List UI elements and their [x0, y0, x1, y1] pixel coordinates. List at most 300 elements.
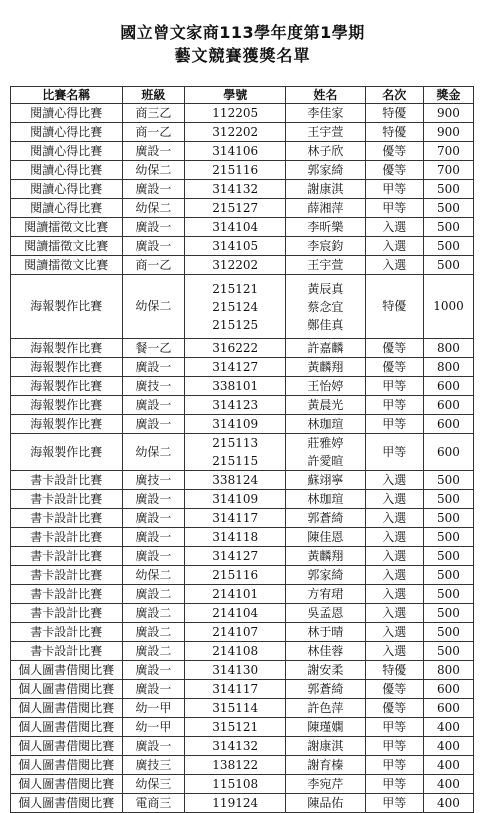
cell-student-id — [185, 604, 286, 623]
cell-class: 廣設一 — [122, 737, 185, 756]
cell-student-id-line: 312202 — [212, 125, 259, 139]
cell-name-line: 陳品佑 — [307, 796, 344, 810]
table-row — [11, 123, 474, 142]
table-row — [11, 737, 474, 756]
cell-class: 幼保二 — [122, 434, 185, 471]
table-row — [11, 794, 474, 813]
cell-name — [286, 680, 365, 699]
cell-class: 電商三 — [122, 794, 185, 813]
cell-name — [286, 237, 365, 256]
cell-prize: 500 — [423, 490, 473, 509]
cell-contest: 海報製作比賽 — [11, 339, 123, 358]
cell-contest: 個人圖書借閱比賽 — [11, 775, 123, 794]
cell-class: 幼保二 — [122, 199, 185, 218]
cell-rank: 甲等 — [365, 377, 423, 396]
header-class: 班級 — [122, 87, 185, 104]
cell-student-id — [185, 680, 286, 699]
cell-name — [286, 528, 365, 547]
cell-name — [286, 794, 365, 813]
cell-rank: 甲等 — [365, 415, 423, 434]
cell-rank: 甲等 — [365, 180, 423, 199]
cell-class: 廣設一 — [122, 237, 185, 256]
cell-class: 幼保三 — [122, 775, 185, 794]
document-subtitle: 藝文競賽獲獎名單 — [174, 46, 311, 65]
cell-contest: 個人圖書借閱比賽 — [11, 718, 123, 737]
cell-contest: 海報製作比賽 — [11, 377, 123, 396]
cell-student-id — [185, 718, 286, 737]
cell-prize: 500 — [423, 471, 473, 490]
cell-contest: 個人圖書借閱比賽 — [11, 661, 123, 680]
cell-rank: 優等 — [365, 699, 423, 718]
cell-name-line: 謝安柔 — [307, 663, 344, 677]
cell-name — [286, 161, 365, 180]
cell-name-line: 王宇萱 — [307, 258, 344, 272]
table-row — [11, 104, 474, 123]
cell-student-id — [185, 775, 286, 794]
cell-class: 廣設二 — [122, 585, 185, 604]
cell-student-id-line: 214101 — [212, 587, 259, 601]
cell-name-line: 王宇萱 — [307, 125, 344, 139]
cell-prize: 400 — [423, 794, 473, 813]
cell-name-line: 許嘉麟 — [307, 341, 344, 355]
cell-contest: 閱讀心得比賽 — [11, 104, 123, 123]
cell-name — [286, 509, 365, 528]
cell-name-line: 許愛暄 — [307, 454, 344, 468]
cell-contest: 個人圖書借閱比賽 — [11, 737, 123, 756]
cell-contest: 個人圖書借閱比賽 — [11, 756, 123, 775]
cell-rank: 入選 — [365, 566, 423, 585]
cell-prize: 600 — [423, 434, 473, 471]
cell-name — [286, 104, 365, 123]
cell-student-id-line: 338101 — [212, 379, 259, 393]
cell-prize: 500 — [423, 566, 473, 585]
cell-name-line: 黃麟翔 — [307, 549, 344, 563]
cell-class: 商三乙 — [122, 104, 185, 123]
cell-student-id-line: 214108 — [212, 644, 259, 658]
cell-student-id-line: 314106 — [212, 144, 259, 158]
cell-class: 商一乙 — [122, 123, 185, 142]
cell-name-line: 黃辰真 — [307, 281, 344, 296]
cell-name — [286, 377, 365, 396]
cell-name-line: 郭蒼綺 — [307, 682, 344, 696]
cell-student-id — [185, 528, 286, 547]
cell-class: 廣設一 — [122, 680, 185, 699]
cell-name-line: 陳佳恩 — [307, 530, 344, 544]
cell-name-line: 李昕樂 — [307, 220, 344, 234]
cell-student-id — [185, 339, 286, 358]
cell-student-id — [185, 547, 286, 566]
cell-rank: 特優 — [365, 661, 423, 680]
cell-class: 幼一甲 — [122, 699, 185, 718]
cell-rank: 入選 — [365, 471, 423, 490]
cell-student-id-line: 315114 — [212, 701, 259, 715]
table-header-row — [11, 87, 474, 104]
table-row — [11, 339, 474, 358]
cell-student-id-line: 215127 — [212, 201, 259, 215]
cell-rank: 優等 — [365, 358, 423, 377]
cell-prize: 400 — [423, 718, 473, 737]
cell-name-line: 林珈瑄 — [307, 417, 344, 431]
cell-class: 廣設二 — [122, 604, 185, 623]
table-row — [11, 415, 474, 434]
table-row — [11, 218, 474, 237]
cell-name — [286, 566, 365, 585]
cell-student-id — [185, 490, 286, 509]
table-body — [11, 104, 474, 813]
cell-name — [286, 471, 365, 490]
cell-student-id — [185, 566, 286, 585]
cell-student-id — [185, 756, 286, 775]
cell-student-id — [185, 415, 286, 434]
cell-student-id-line: 314118 — [212, 530, 259, 544]
cell-rank: 甲等 — [365, 794, 423, 813]
cell-contest: 書卡設計比賽 — [11, 490, 123, 509]
cell-prize: 500 — [423, 547, 473, 566]
cell-student-id — [185, 642, 286, 661]
cell-student-id-line: 314117 — [212, 511, 259, 525]
cell-name-line: 陳瑾嫻 — [307, 720, 344, 734]
cell-name-line: 李宛芹 — [307, 777, 344, 791]
table-row — [11, 396, 474, 415]
cell-contest: 個人圖書借閱比賽 — [11, 680, 123, 699]
cell-name-line: 薛湘萍 — [307, 201, 344, 215]
cell-student-id — [185, 180, 286, 199]
cell-student-id-line: 215124 — [212, 299, 259, 314]
cell-contest: 海報製作比賽 — [11, 275, 123, 339]
cell-class: 廣設一 — [122, 528, 185, 547]
cell-student-id — [185, 471, 286, 490]
cell-prize: 1000 — [423, 275, 473, 339]
cell-student-id-line: 315121 — [212, 720, 259, 734]
cell-name — [286, 756, 365, 775]
cell-student-id-line: 215116 — [212, 163, 259, 177]
cell-name — [286, 339, 365, 358]
cell-rank: 甲等 — [365, 775, 423, 794]
cell-class: 廣技一 — [122, 471, 185, 490]
cell-name — [286, 623, 365, 642]
cell-class: 餐一乙 — [122, 339, 185, 358]
cell-name-line: 郭蒼綺 — [307, 511, 344, 525]
cell-name-line: 林子欣 — [307, 144, 344, 158]
cell-contest: 書卡設計比賽 — [11, 604, 123, 623]
cell-contest: 海報製作比賽 — [11, 415, 123, 434]
header-name: 姓名 — [286, 87, 365, 104]
cell-student-id-line: 314105 — [212, 239, 259, 253]
cell-name-line: 黃麟翔 — [307, 360, 344, 374]
cell-rank: 入選 — [365, 218, 423, 237]
table-row — [11, 161, 474, 180]
cell-rank: 入選 — [365, 528, 423, 547]
table-row — [11, 680, 474, 699]
cell-class: 廣設一 — [122, 661, 185, 680]
cell-name-line: 林佳蓉 — [307, 644, 344, 658]
table-row — [11, 528, 474, 547]
cell-rank: 特優 — [365, 123, 423, 142]
table-row — [11, 566, 474, 585]
cell-name — [286, 775, 365, 794]
cell-prize: 500 — [423, 237, 473, 256]
cell-rank: 入選 — [365, 604, 423, 623]
cell-student-id-line: 138122 — [212, 758, 259, 772]
cell-class: 廣設二 — [122, 642, 185, 661]
cell-name-line: 謝育榛 — [307, 758, 344, 772]
table-row — [11, 377, 474, 396]
cell-student-id-line: 314109 — [212, 417, 259, 431]
cell-student-id-line: 215121 — [212, 281, 259, 296]
cell-rank: 入選 — [365, 585, 423, 604]
cell-student-id-line: 214104 — [212, 606, 259, 620]
cell-prize: 900 — [423, 123, 473, 142]
cell-contest: 書卡設計比賽 — [11, 528, 123, 547]
cell-name — [286, 415, 365, 434]
cell-prize: 700 — [423, 161, 473, 180]
table-row — [11, 358, 474, 377]
cell-contest: 書卡設計比賽 — [11, 566, 123, 585]
cell-student-id — [185, 434, 286, 471]
cell-rank: 入選 — [365, 256, 423, 275]
cell-student-id-line: 314130 — [212, 663, 259, 677]
cell-class: 廣設二 — [122, 623, 185, 642]
table-row — [11, 699, 474, 718]
cell-prize: 500 — [423, 528, 473, 547]
cell-contest: 個人圖書借閱比賽 — [11, 794, 123, 813]
cell-name-line: 方宥珺 — [307, 587, 344, 601]
cell-student-id-line: 314104 — [212, 220, 259, 234]
cell-class: 廣設一 — [122, 547, 185, 566]
cell-name — [286, 396, 365, 415]
cell-rank: 入選 — [365, 509, 423, 528]
cell-student-id-line: 215116 — [212, 568, 259, 582]
cell-prize: 600 — [423, 377, 473, 396]
cell-name — [286, 180, 365, 199]
cell-prize: 500 — [423, 604, 473, 623]
cell-student-id-line: 314127 — [212, 549, 259, 563]
cell-name-line: 許色萍 — [307, 701, 344, 715]
cell-class: 幼保二 — [122, 161, 185, 180]
header-contest: 比賽名稱 — [11, 87, 123, 104]
cell-student-id-line: 115108 — [212, 777, 259, 791]
cell-class: 廣設一 — [122, 180, 185, 199]
cell-student-id — [185, 794, 286, 813]
cell-name-line: 謝康淇 — [307, 739, 344, 753]
cell-name — [286, 275, 365, 339]
cell-name-line: 郭家綺 — [307, 568, 344, 582]
cell-student-id — [185, 123, 286, 142]
cell-student-id — [185, 585, 286, 604]
cell-rank: 入選 — [365, 547, 423, 566]
cell-name-line: 王怡婷 — [307, 379, 344, 393]
cell-name-line: 李佳家 — [307, 106, 344, 120]
table-row — [11, 585, 474, 604]
table-row — [11, 237, 474, 256]
cell-student-id-line: 338124 — [212, 473, 259, 487]
cell-name — [286, 142, 365, 161]
document-title: 國立曾文家商113學年度第1學期 — [120, 23, 365, 42]
table-row — [11, 434, 474, 471]
cell-prize: 400 — [423, 756, 473, 775]
cell-class: 廣設一 — [122, 218, 185, 237]
cell-rank: 甲等 — [365, 718, 423, 737]
cell-contest: 海報製作比賽 — [11, 434, 123, 471]
cell-student-id — [185, 275, 286, 339]
cell-name — [286, 737, 365, 756]
cell-name-line: 林珈瑄 — [307, 492, 344, 506]
cell-rank: 特優 — [365, 104, 423, 123]
cell-student-id-line: 312202 — [212, 258, 259, 272]
table-row — [11, 180, 474, 199]
cell-name — [286, 218, 365, 237]
cell-contest: 書卡設計比賽 — [11, 623, 123, 642]
cell-class: 廣設一 — [122, 142, 185, 161]
cell-name-line: 郭家綺 — [307, 163, 344, 177]
cell-prize: 600 — [423, 396, 473, 415]
cell-name-line: 莊雅婷 — [307, 436, 344, 450]
cell-student-id — [185, 161, 286, 180]
table-row — [11, 642, 474, 661]
cell-student-id — [185, 218, 286, 237]
cell-name — [286, 490, 365, 509]
cell-student-id — [185, 509, 286, 528]
table-row — [11, 199, 474, 218]
cell-rank: 入選 — [365, 623, 423, 642]
cell-student-id-line: 215113 — [212, 436, 259, 450]
cell-contest: 書卡設計比賽 — [11, 471, 123, 490]
cell-contest: 海報製作比賽 — [11, 358, 123, 377]
cell-prize: 600 — [423, 415, 473, 434]
cell-contest: 閱讀心得比賽 — [11, 123, 123, 142]
cell-name-line: 林于晴 — [307, 625, 344, 639]
cell-contest: 書卡設計比賽 — [11, 509, 123, 528]
cell-class: 幼一甲 — [122, 718, 185, 737]
cell-student-id-line: 214107 — [212, 625, 259, 639]
cell-name — [286, 199, 365, 218]
cell-name-line: 蔡念宜 — [307, 299, 344, 314]
cell-prize: 500 — [423, 623, 473, 642]
cell-contest: 個人圖書借閱比賽 — [11, 699, 123, 718]
table-row — [11, 471, 474, 490]
cell-student-id — [185, 396, 286, 415]
cell-rank: 入選 — [365, 237, 423, 256]
cell-prize: 500 — [423, 199, 473, 218]
cell-name-line: 吳孟恩 — [307, 606, 344, 620]
cell-rank: 甲等 — [365, 737, 423, 756]
cell-prize: 600 — [423, 680, 473, 699]
cell-name-line: 鄭佳真 — [307, 317, 344, 332]
cell-name — [286, 256, 365, 275]
cell-contest: 書卡設計比賽 — [11, 585, 123, 604]
cell-class: 幼保二 — [122, 275, 185, 339]
cell-class: 廣設一 — [122, 358, 185, 377]
cell-student-id — [185, 199, 286, 218]
cell-student-id-line: 316222 — [212, 341, 259, 355]
cell-student-id — [185, 623, 286, 642]
cell-prize: 500 — [423, 585, 473, 604]
table-row — [11, 604, 474, 623]
header-student-id: 學號 — [185, 87, 286, 104]
cell-contest: 閱讀擂徵文比賽 — [11, 256, 123, 275]
cell-rank: 優等 — [365, 339, 423, 358]
cell-prize: 800 — [423, 339, 473, 358]
cell-student-id — [185, 737, 286, 756]
cell-student-id-line: 112205 — [212, 106, 259, 120]
cell-contest: 書卡設計比賽 — [11, 547, 123, 566]
cell-prize: 700 — [423, 142, 473, 161]
cell-rank: 甲等 — [365, 199, 423, 218]
cell-student-id-line: 215115 — [212, 454, 259, 468]
cell-contest: 閱讀心得比賽 — [11, 142, 123, 161]
cell-prize: 500 — [423, 218, 473, 237]
cell-class: 廣設一 — [122, 396, 185, 415]
cell-class: 廣設一 — [122, 490, 185, 509]
cell-student-id — [185, 256, 286, 275]
table-row — [11, 756, 474, 775]
cell-class: 商一乙 — [122, 256, 185, 275]
cell-name — [286, 358, 365, 377]
cell-student-id-line: 314109 — [212, 492, 259, 506]
cell-student-id — [185, 377, 286, 396]
cell-name — [286, 604, 365, 623]
cell-prize: 400 — [423, 775, 473, 794]
header-prize: 獎金 — [423, 87, 473, 104]
cell-contest: 閱讀擂徵文比賽 — [11, 237, 123, 256]
cell-prize: 500 — [423, 642, 473, 661]
cell-rank: 甲等 — [365, 434, 423, 471]
cell-student-id — [185, 237, 286, 256]
table-row — [11, 775, 474, 794]
cell-class: 廣設一 — [122, 509, 185, 528]
header-rank: 名次 — [365, 87, 423, 104]
table-row — [11, 718, 474, 737]
cell-student-id-line: 314132 — [212, 182, 259, 196]
cell-name — [286, 547, 365, 566]
cell-student-id — [185, 699, 286, 718]
cell-student-id — [185, 358, 286, 377]
table-row — [11, 623, 474, 642]
cell-rank: 入選 — [365, 642, 423, 661]
cell-student-id — [185, 142, 286, 161]
cell-name-line: 蘇翊寧 — [307, 473, 344, 487]
cell-name — [286, 123, 365, 142]
cell-rank: 優等 — [365, 680, 423, 699]
cell-rank: 入選 — [365, 490, 423, 509]
cell-student-id — [185, 104, 286, 123]
table-row — [11, 256, 474, 275]
cell-contest: 閱讀心得比賽 — [11, 161, 123, 180]
cell-student-id-line: 314127 — [212, 360, 259, 374]
cell-prize: 800 — [423, 661, 473, 680]
cell-name — [286, 661, 365, 680]
cell-class: 幼保二 — [122, 566, 185, 585]
table-row — [11, 490, 474, 509]
table-row — [11, 275, 474, 339]
cell-name — [286, 699, 365, 718]
cell-student-id-line: 119124 — [212, 796, 259, 810]
cell-student-id — [185, 661, 286, 680]
cell-name — [286, 718, 365, 737]
cell-prize: 500 — [423, 509, 473, 528]
cell-name — [286, 585, 365, 604]
cell-contest: 海報製作比賽 — [11, 396, 123, 415]
table-row — [11, 661, 474, 680]
cell-contest: 閱讀心得比賽 — [11, 199, 123, 218]
cell-prize: 900 — [423, 104, 473, 123]
cell-class: 廣技三 — [122, 756, 185, 775]
cell-rank: 特優 — [365, 275, 423, 339]
cell-student-id-line: 314132 — [212, 739, 259, 753]
cell-name-line: 黃晨光 — [307, 398, 344, 412]
cell-student-id-line: 215125 — [212, 317, 259, 332]
award-table — [10, 86, 474, 813]
